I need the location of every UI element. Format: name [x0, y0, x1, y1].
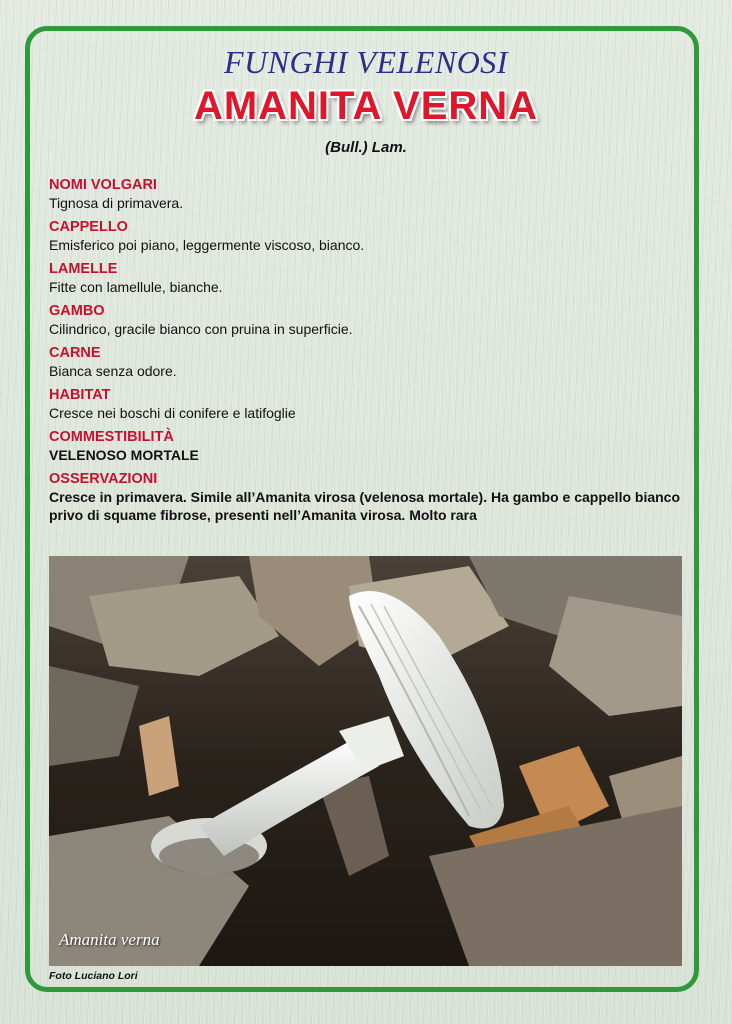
- species-title: AMANITA VERNA: [193, 84, 539, 128]
- section-text-lamelle: Fitte con lamellule, bianche.: [49, 279, 223, 295]
- section-text-cappello: Emisferico poi piano, leggermente viscoso, bianco.: [49, 237, 365, 253]
- section-heading-commestibilita: COMMESTIBILITÀ: [49, 429, 174, 445]
- section-text-habitat: Cresce nei boschi di conifere e latifoglie: [49, 405, 296, 421]
- section-heading-lamelle: LAMELLE: [49, 261, 118, 277]
- section-heading-nomi-volgari: NOMI VOLGARI: [49, 177, 157, 193]
- section-heading-habitat: HABITAT: [49, 387, 111, 403]
- species-authority: (Bull.) Lam.: [325, 139, 407, 156]
- photo-credit: Foto Luciano Lori: [49, 970, 138, 982]
- section-text-nomi-volgari: Tignosa di primavera.: [49, 195, 184, 211]
- section-heading-cappello: CAPPELLO: [49, 219, 128, 235]
- mushroom-illustration: [49, 556, 682, 966]
- photo-caption: Amanita verna: [59, 930, 160, 949]
- section-heading-osservazioni: OSSERVAZIONI: [49, 471, 158, 487]
- description-sections: [49, 176, 699, 530]
- mushroom-photo: [49, 556, 682, 966]
- section-heading-carne: CARNE: [49, 345, 101, 361]
- section-text-carne: Bianca senza odore.: [49, 363, 177, 379]
- section-text-commestibilita: VELENOSO MORTALE: [49, 447, 199, 463]
- section-text-osservazioni: Cresce in primavera. Simile all’Amanita virosa (velenosa mortale). Ha gambo e cappello bianco privo di squame fibrose, presenti nell’Amanita virosa. Molto rara: [49, 489, 681, 523]
- section-heading-gambo: GAMBO: [49, 303, 105, 319]
- category-title: FUNGHI VELENOSI: [224, 44, 508, 80]
- section-text-gambo: Cilindrico, gracile bianco con pruina in superficie.: [49, 321, 353, 337]
